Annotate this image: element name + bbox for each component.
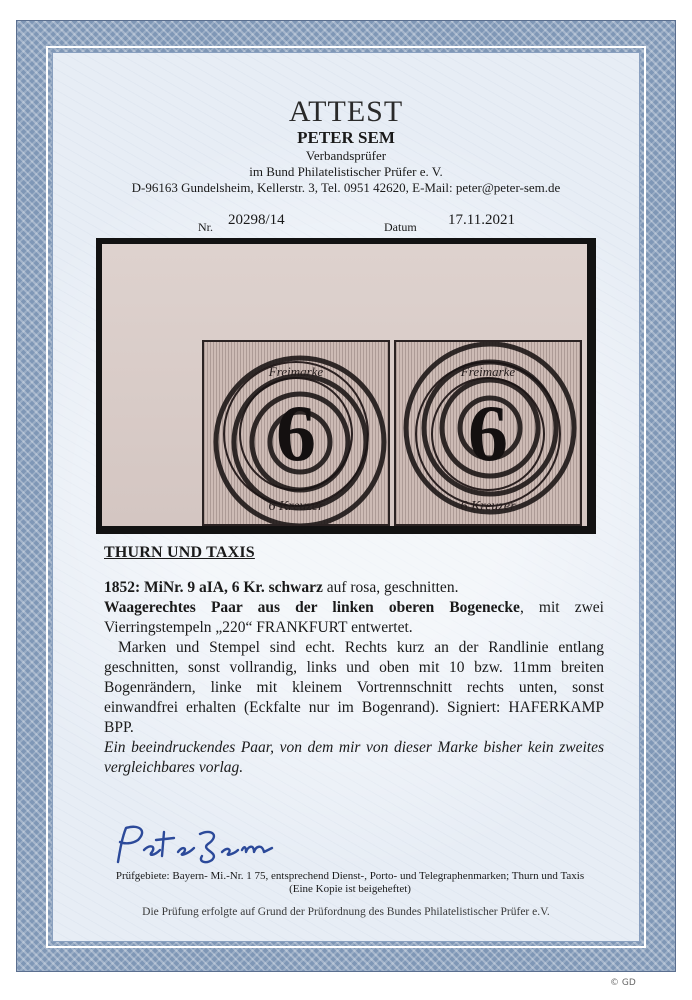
examiner-name: PETER SEM (297, 128, 395, 147)
sheet-margin (102, 244, 587, 526)
attest-title: ATTEST (288, 95, 404, 128)
stamp-right-top-inscription: Freimarke (460, 364, 516, 379)
stamp-right (394, 340, 582, 526)
signature-graphic (108, 822, 278, 868)
condition-paragraph: Marken und Stempel sind echt. Rechts kurz an der Randlinie entlang geschnitten, sonst vollrandig, links und oben mit 10 bzw. 11mm breiten Bogenrändern, linke mit kleinem Vortrennschnitt rechts unten, sonst einwandfrei erhalten (Eckfalte nur im Bogenrand). Signiert: HAFERKAMP BPP. (104, 639, 604, 736)
certificate-header (52, 96, 640, 196)
item-description: Waagerechtes Paar aus der linken oberen Bogenecke (104, 599, 520, 616)
item-description-rest: , mit zwei Vierringstempeln „220“ FRANKFURT entwertet. (104, 599, 604, 636)
description-line-2 (104, 598, 604, 638)
examiner-role: Verbandsprüfer (305, 148, 387, 163)
stamp-right-artwork (396, 342, 580, 524)
stamp-left-artwork (204, 342, 388, 524)
stamp-left-top-inscription: Freimarke (268, 364, 324, 379)
number-label: Nr. (198, 220, 213, 234)
stamp-left (202, 340, 390, 526)
certificate-date: 17.11.2021 (448, 212, 515, 228)
description-line-1 (104, 578, 604, 598)
certificate-number: 20298/14 (228, 212, 285, 228)
stamp-left-value: 6 (276, 390, 316, 478)
date-label: Datum (384, 220, 417, 234)
copyright-mark: © GD (610, 978, 636, 988)
stamp-right-value: 6 (468, 390, 508, 478)
signature (108, 822, 278, 873)
description-text (104, 578, 604, 778)
remark-italic: Ein beeindruckendes Paar, von dem mir von dieser Marke bisher kein zweites vergleichbares vorlag. (104, 739, 604, 776)
reference-row (198, 212, 618, 234)
examiner-association: im Bund Philatelistischer Prüfer e. V. (249, 164, 443, 179)
catalog-reference-rest: auf rosa, geschnitten. (322, 579, 459, 596)
scope-text: Prüfgebiete: Bayern- Mi.-Nr. 1 75, entsprechend Dienst-, Porto- und Telegraphenmarken; Thurn und Taxis (115, 870, 585, 882)
catalog-reference: 1852: MiNr. 9 aIA, 6 Kr. schwarz (104, 579, 323, 596)
stamp-photo (96, 238, 596, 534)
footer-scope (100, 870, 600, 896)
footer-regulation: Die Prüfung erfolgte auf Grund der Prüfordnung des Bundes Philatelistischer Prüfer e.V. (142, 906, 550, 918)
copy-note: (Eine Kopie ist beigeheftet) (289, 883, 411, 895)
stamp-left-inscription: 6 Kreuzer (268, 499, 324, 514)
examiner-address: D-96163 Gundelsheim, Kellerstr. 3, Tel. 0951 42620, E-Mail: peter@peter-sem.de (131, 180, 561, 195)
stamp-right-inscription: 6 Kreuzer (460, 499, 516, 514)
section-title: THURN UND TAXIS (104, 544, 255, 561)
